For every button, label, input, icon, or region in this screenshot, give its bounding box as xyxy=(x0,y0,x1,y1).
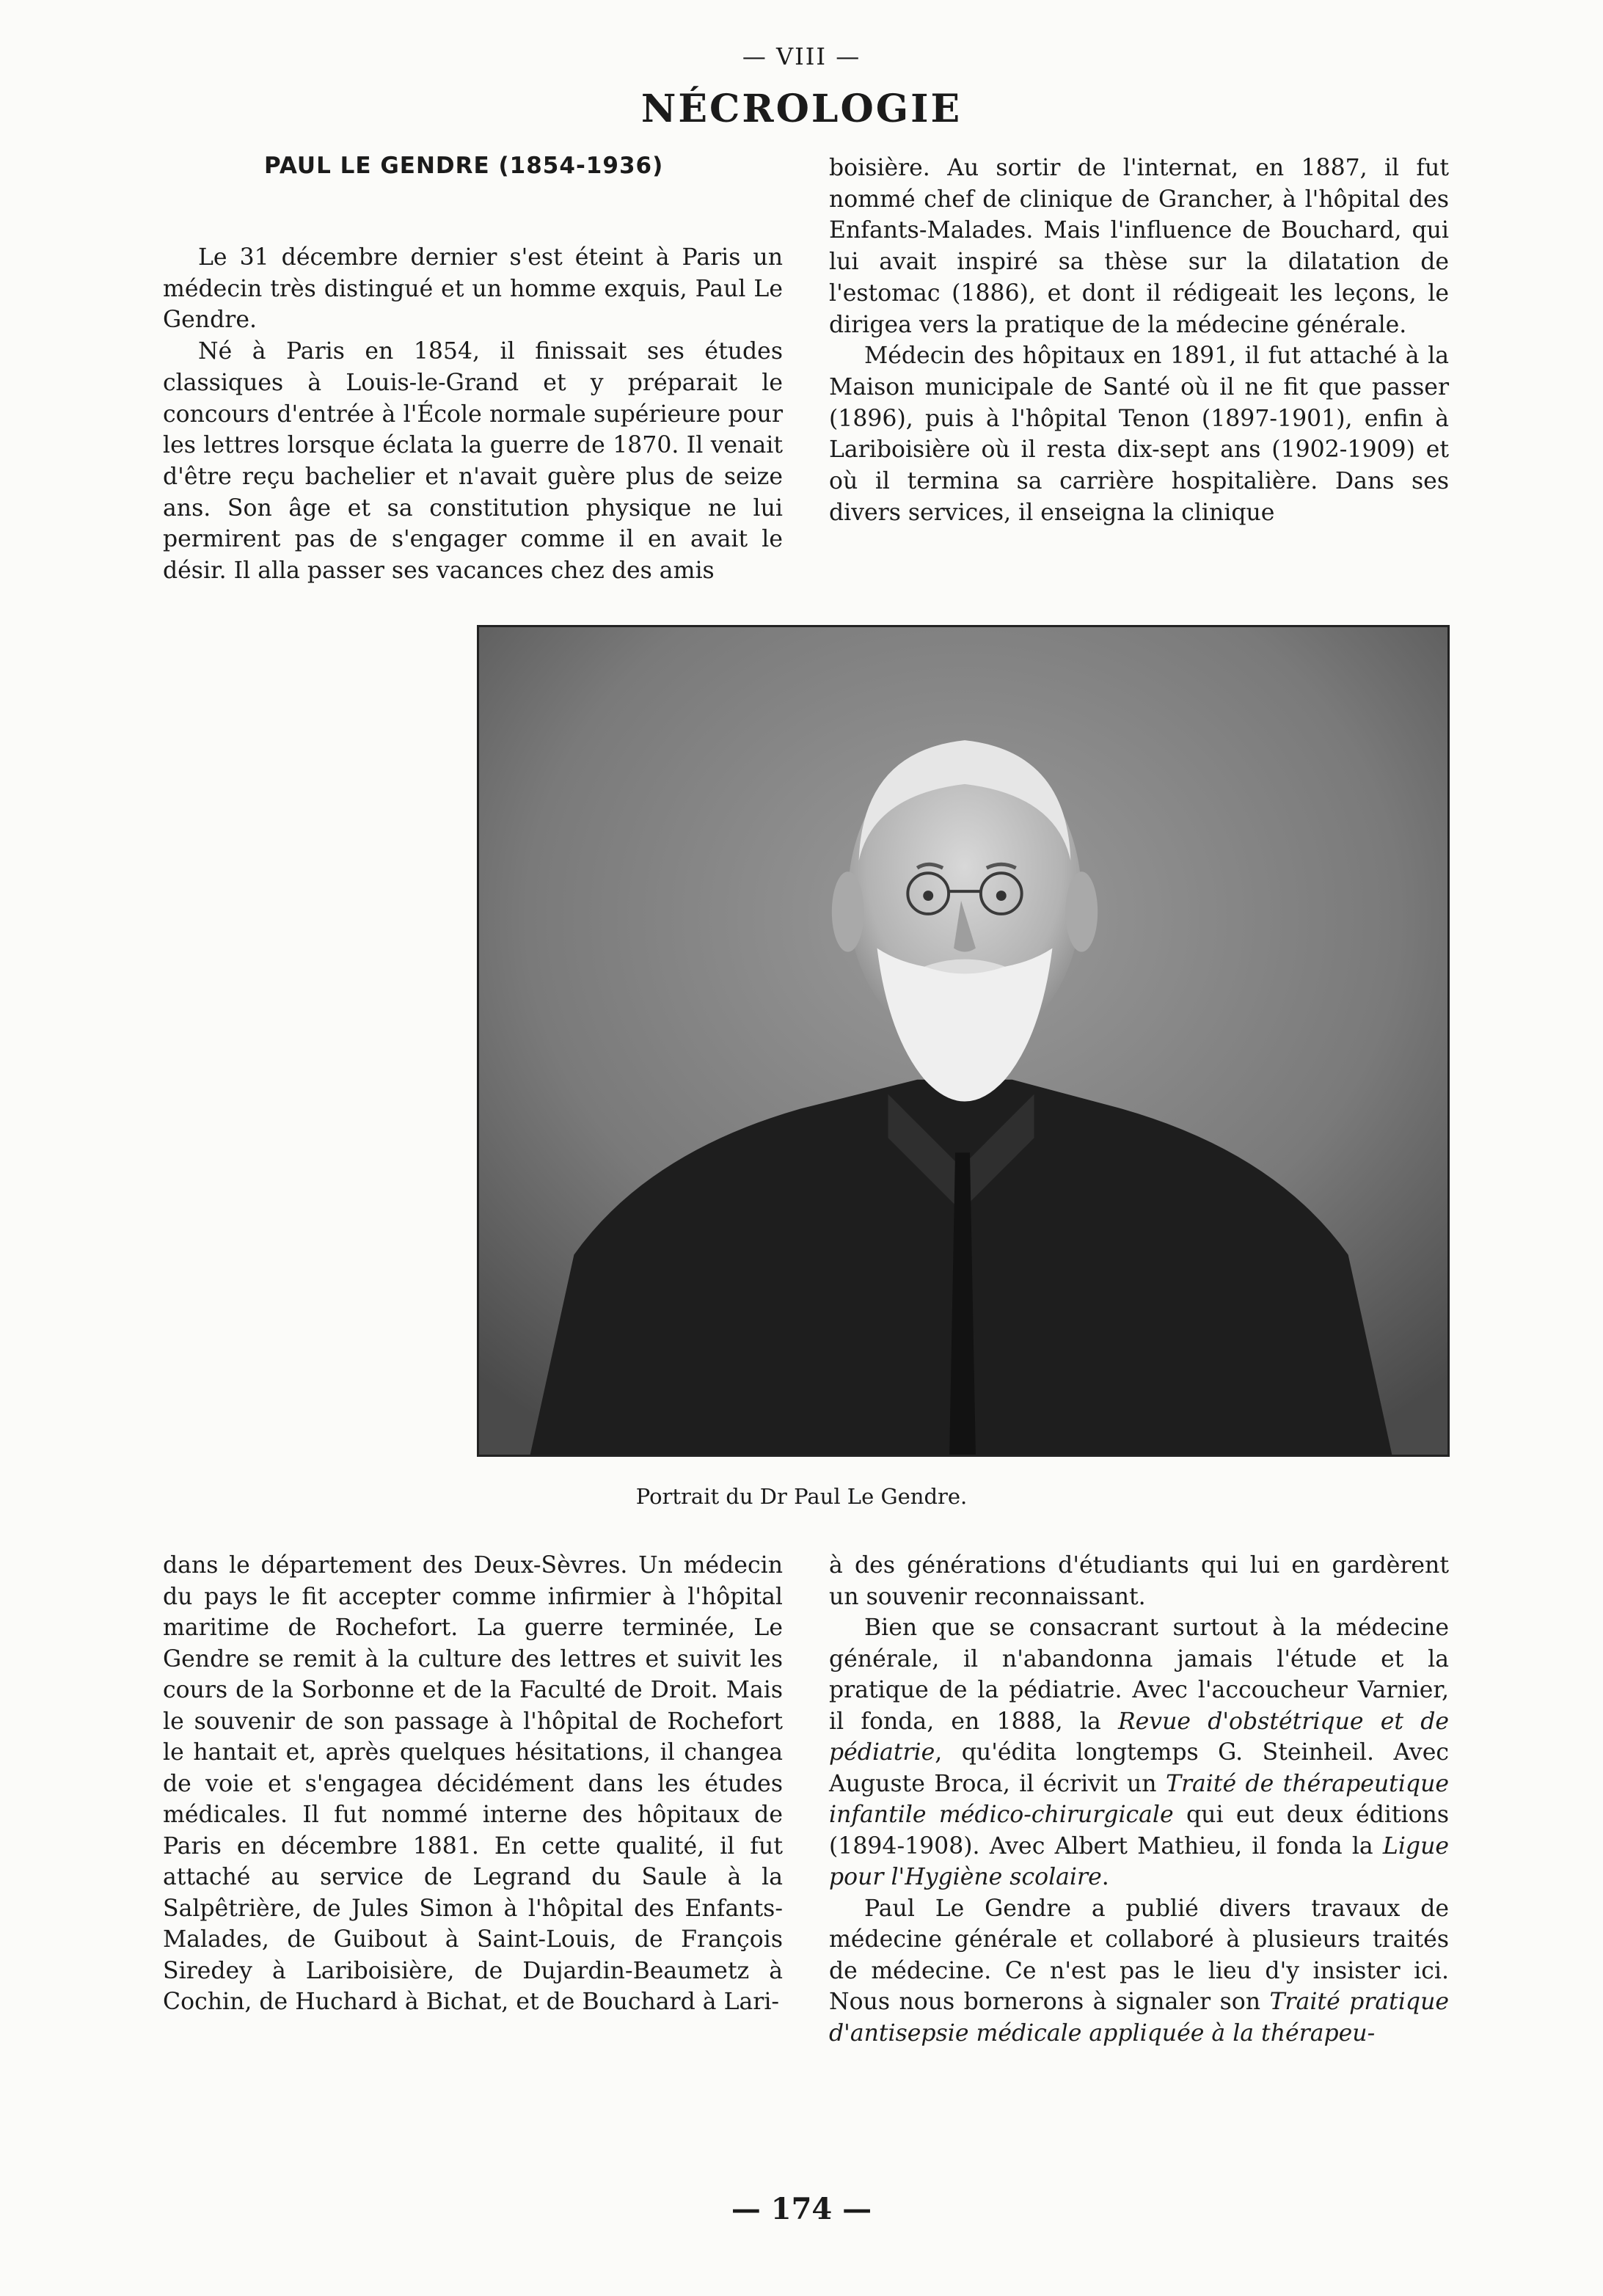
paragraph: dans le département des Deux-Sèvres. Un médecin du pays le fit accepter comme infirmier à l'hôpital maritime de Rochefort. La guerre terminée, Le Gendre se remit à la culture des lettres et suivit les cours de la Sorbonne et de la Faculté de Droit. Mais le souvenir de son passage à l'hôpital de Rochefort le hantait et, après quelques hésitations, il changea de voie et s'engagea décidément dans les études médicales. Il fut nommé interne des hôpitaux de Paris en décembre 1881. En cette qualité, il fut attaché au service de Legrand du Saule à la Salpêtrière, de Jules Simon à l'hôpital des Enfants-Malades, de Guibout à Saint-Louis, de François Siredey à Lariboisière, de Dujardin-Beaumetz à Cochin, de Huchard à Bichat, et de Bouchard à Lari- xyxy=(163,1552,783,2015)
column-bottom-left xyxy=(163,1550,783,2018)
paragraph: Médecin des hôpitaux en 1891, il fut attaché à la Maison municipale de Santé où il ne fit que passer (1896), puis à l'hôpital Tenon (1897-1901), enfin à Lariboisière où il resta dix-sept ans (1902-1909) et où il termina sa carrière hospitalière. Dans ses divers services, il enseigna la clinique xyxy=(829,343,1449,526)
league-name: Ligue pour l'Hygiène scolaire xyxy=(829,1832,1449,1890)
paragraph: boisière. Au sortir de l'internat, en 1887, il fut nommé chef de clinique de Grancher, à l'hôpital des Enfants-Malades. Mais l'influence de Bouchard, qui lui avait inspiré sa thèse sur la dilatation de l'estomac (1886), et dont il rédigeait les leçons, le dirigea vers la pratique de la médecine générale. xyxy=(829,155,1449,338)
column-bottom-right xyxy=(829,1550,1449,2049)
section-title: NÉCROLOGIE xyxy=(640,87,963,131)
text-span: Bien que se consacrant surtout à la médecine générale, il n'abandonna jamais l'étude et la pratique de la pédiatrie. Avec l'accoucheur Varnier, il fonda, en 1888, la xyxy=(829,1615,1449,1735)
portrait-image xyxy=(479,627,1447,1455)
portrait-photo xyxy=(477,625,1450,1457)
page-number-top: — VIII — xyxy=(742,43,861,70)
book-title: Traité pratique d'antisepsie médicale appliquée à la thérapeu- xyxy=(829,1989,1449,2047)
page-number-bottom: — 174 — xyxy=(731,2192,872,2226)
paragraph xyxy=(829,1612,1449,1893)
paragraph xyxy=(829,1893,1449,2050)
paragraph: Le 31 décembre dernier s'est éteint à Paris un médecin très distingué et un homme exquis, Paul Le Gendre. xyxy=(163,244,783,334)
book-title: Traité de thérapeutique infantile médico-chirurgicale xyxy=(829,1770,1449,1828)
text-span: , qu'édita longtemps G. Steinheil. Avec Auguste Broca, il écrivit un xyxy=(829,1739,1449,1797)
paragraph: Né à Paris en 1854, il finissait ses études classiques à Louis-le-Grand et y préparait le concours d'entrée à l'École normale supérieure pour les lettres lorsque éclata la guerre de 1870. Il venait d'être reçu bachelier et n'avait guère plus de seize ans. Son âge et sa constitution physique ne lui permirent pas de s'engager comme il en avait le désir. Il alla passer ses vacances chez des amis xyxy=(163,338,783,585)
text-span: Paul Le Gendre a publié divers travaux de médecine générale et collaboré à plusieurs traités de médecine. Ce n'est pas le lieu d'y insister ici. Nous nous bornerons à signaler son xyxy=(829,1895,1449,2015)
text-span: qui eut deux éditions (1894-1908). Avec Albert Mathieu, il fonda la xyxy=(829,1802,1449,1860)
column-top-right xyxy=(829,153,1449,528)
text-span: . xyxy=(1101,1864,1109,1890)
column-top-left xyxy=(163,200,783,587)
paragraph: à des générations d'étudiants qui lui en gardèrent un souvenir reconnaissant. xyxy=(829,1552,1449,1610)
portrait-caption: Portrait du Dr Paul Le Gendre. xyxy=(635,1484,968,1509)
journal-title: Revue d'obstétrique et de pédiatrie xyxy=(829,1708,1450,1766)
article-title: PAUL LE GENDRE (1854-1936) xyxy=(264,153,664,179)
